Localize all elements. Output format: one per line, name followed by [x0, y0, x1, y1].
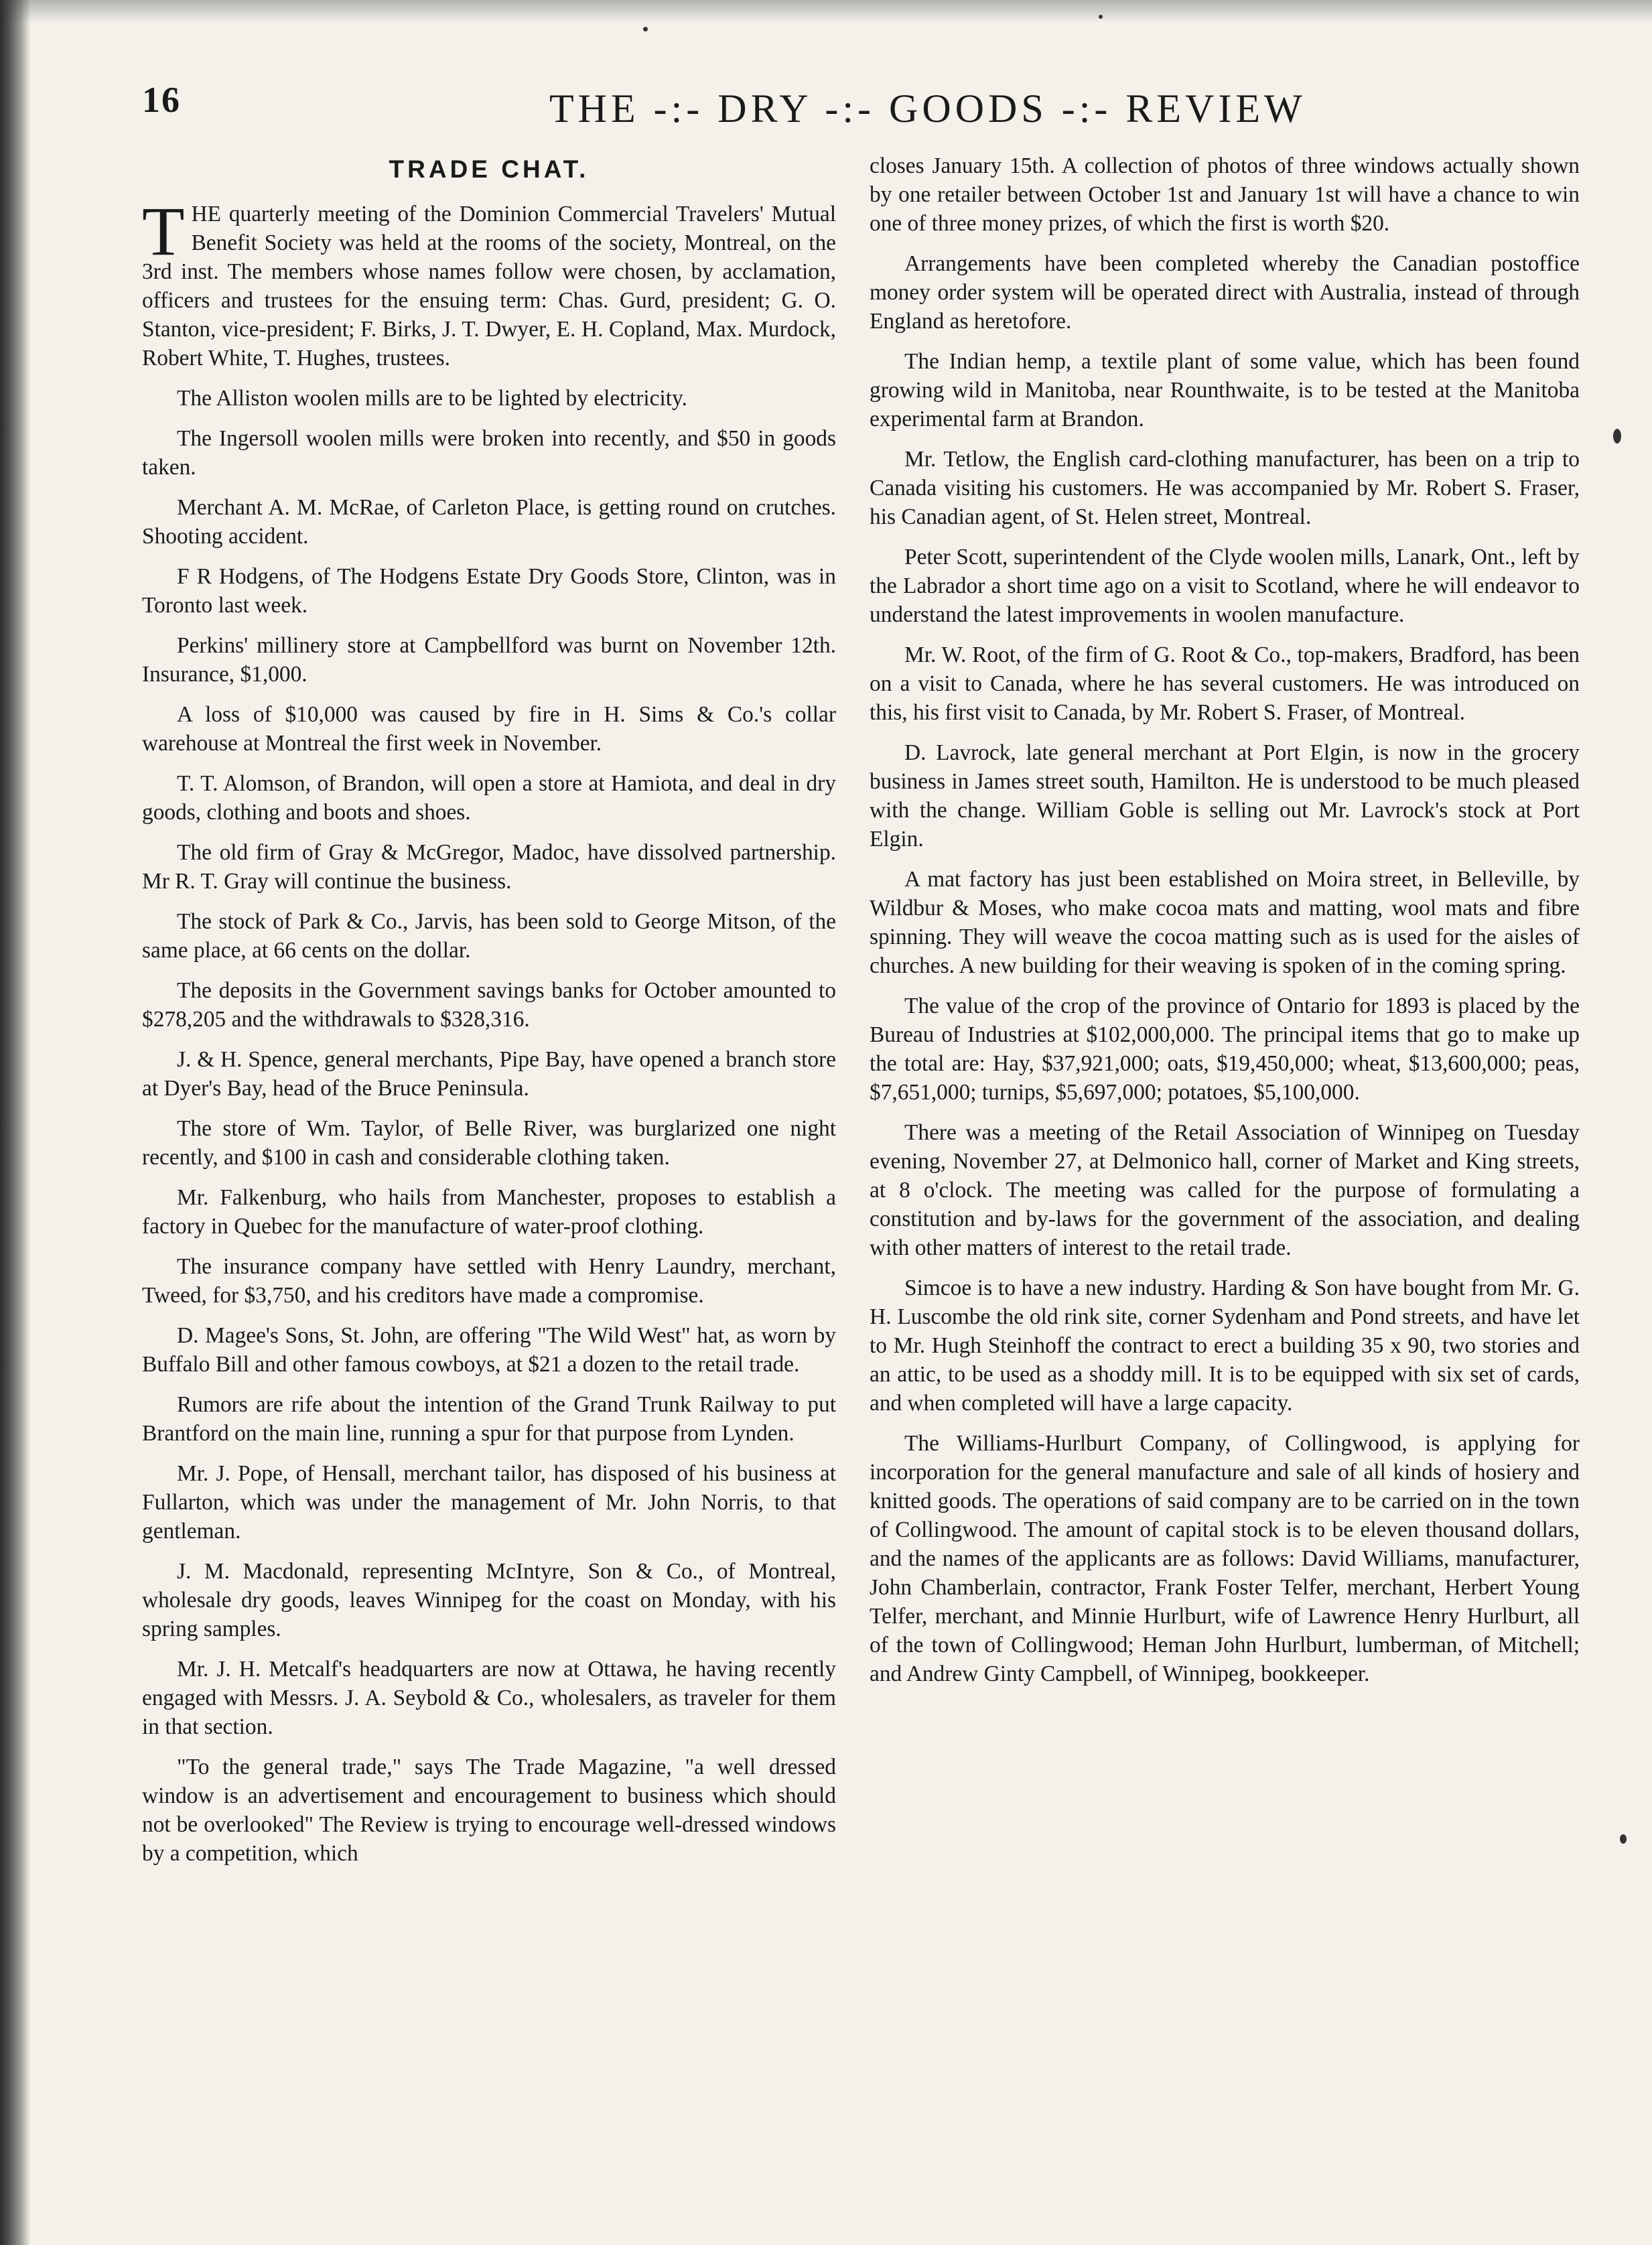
scan-speck	[643, 27, 648, 31]
article-paragraph: J. M. Macdonald, representing McIntyre, Son & Co., of Montreal, wholesale dry goods, leaves Winnipeg for the coast on Monday, with his spring samples.	[142, 1559, 836, 1641]
article-paragraph: A loss of $10,000 was caused by fire in H. Sims & Co.'s collar warehouse at Montreal the first week in November.	[142, 702, 836, 756]
article-paragraph: D. Magee's Sons, St. John, are offering "The Wild West" hat, as worn by Buffalo Bill and other famous cowboys, at $21 a dozen to the retail trade.	[142, 1323, 836, 1377]
article-paragraph: Simcoe is to have a new industry. Harding & Son have bought from Mr. G. H. Luscombe the old rink site, corner Sydenham and Pond streets, and have let to Mr. Hugh Steinhoff the contract to erect a building 35 x 90, two stories and an attic, to be used as a shoddy mill. It is to be equipped with six set of cards, and when completed will have a large capacity.	[870, 1276, 1580, 1416]
article-title: TRADE CHAT.	[389, 155, 590, 183]
scan-speck	[1613, 429, 1621, 444]
article-paragraph: The deposits in the Government savings banks for October amounted to $278,205 and the withdrawals to $328,316.	[142, 978, 836, 1032]
paragraph-text: HE quarterly meeting of the Dominion Commercial Travelers' Mutual Benefit Society was held at the rooms of the society, Montreal, on the 3rd inst. The members whose names follow were chosen, by acclamation, officers and trustees for the ensuing term: Chas. Gurd, president; G. O. Stanton, vice-president; F. Birks, J. T. Dwyer, E. H. Copland, Max. Murdock, Robert White, T. Hughes, trustees.	[142, 202, 836, 370]
article-paragraph: F R Hodgens, of The Hodgens Estate Dry Goods Store, Clinton, was in Toronto last week.	[142, 564, 836, 618]
article-paragraph-continued: closes January 15th. A collection of photos of three windows actually shown by one retailer between October 1st and January 1st will have a chance to win one of three money prizes, of which the first is worth $20.	[870, 153, 1580, 236]
scan-top-shadow	[0, 0, 1652, 23]
article-paragraph: Perkins' millinery store at Campbellford was burnt on November 12th. Insurance, $1,000.	[142, 633, 836, 687]
article-paragraph: The value of the crop of the province of Ontario for 1893 is placed by the Bureau of Industries at $102,000,000. The principal items that go to make up the total are: Hay, $37,921,000; oats, $19,450,000; wheat, $13,600,000; peas, $7,651,000; turnips, $5,697,000; potatoes, $5,100,000.	[870, 994, 1580, 1105]
scan-edge-shadow	[0, 0, 31, 2245]
article-paragraph: The Williams-Hurlburt Company, of Collingwood, is applying for incorporation for the general manufacture and sale of all kinds of hosiery and knitted goods. The operations of said company are to be carried on in the town of Collingwood. The amount of capital stock is to be eleven thousand dollars, and the names of the applicants are as follows: David Williams, manufacturer, John Chamberlain, contractor, Frank Foster Telfer, merchant, Herbert Young Telfer, merchant, and Minnie Hurlburt, wife of Lawrence Henry Hurlburt, all of the town of Collingwood; Heman John Hurlburt, lumberman, of Mitchell; and Andrew Ginty Campbell, of Winnipeg, bookkeeper.	[870, 1431, 1580, 1686]
article-paragraph: Mr. J. Pope, of Hensall, merchant tailor, has disposed of his business at Fullarton, which was under the management of Mr. John Norris, to that gentleman.	[142, 1461, 836, 1544]
article-paragraph: Peter Scott, superintendent of the Clyde woolen mills, Lanark, Ont., left by the Labrador a short time ago on a visit to Scotland, where he will endeavor to understand the latest improvements in woolen manufacture.	[870, 545, 1580, 627]
article-paragraph: Rumors are rife about the intention of the Grand Trunk Railway to put Brantford on the main line, running a spur for that purpose from Lynden.	[142, 1392, 836, 1446]
left-column	[142, 151, 836, 1879]
article-paragraph: T. T. Alomson, of Brandon, will open a store at Hamiota, and deal in dry goods, clothing and boots and shoes.	[142, 771, 836, 825]
page-number: 16	[142, 80, 181, 120]
article-paragraph: The Alliston woolen mills are to be lighted by electricity.	[177, 386, 687, 411]
scan-speck	[1099, 15, 1103, 19]
article-paragraph: The old firm of Gray & McGregor, Madoc, have dissolved partnership. Mr R. T. Gray will continue the business.	[142, 840, 836, 894]
article-paragraph: The stock of Park & Co., Jarvis, has been sold to George Mitson, of the same place, at 66 cents on the dollar.	[142, 909, 836, 963]
article-paragraph: The Ingersoll woolen mills were broken into recently, and $50 in goods taken.	[142, 426, 836, 480]
article-paragraph: The store of Wm. Taylor, of Belle River, was burglarized one night recently, and $100 in cash and considerable clothing taken.	[142, 1116, 836, 1170]
article-paragraph: D. Lavrock, late general merchant at Port Elgin, is now in the grocery business in James street south, Hamilton. He is understood to be much pleased with the change. William Goble is selling out Mr. Lavrock's stock at Port Elgin.	[870, 740, 1580, 852]
article-paragraph: J. & H. Spence, general merchants, Pipe Bay, have opened a branch store at Dyer's Bay, head of the Bruce Peninsula.	[142, 1047, 836, 1101]
article-paragraph: Arrangements have been completed whereby the Canadian postoffice money order system will be operated direct with Australia, instead of through England as heretofore.	[870, 251, 1580, 334]
running-head: THE -:- DRY -:- GOODS -:- REVIEW	[549, 86, 1306, 131]
article-paragraph: Merchant A. M. McRae, of Carleton Place, is getting round on crutches. Shooting accident.	[142, 495, 836, 549]
article-paragraph: Mr. W. Root, of the firm of G. Root & Co., top-makers, Bradford, has been on a visit to Canada, where he has several customers. He was introduced on this, his first visit to Canada, by Mr. Robert S. Fraser, of Montreal.	[870, 642, 1580, 725]
article-paragraph: The insurance company have settled with Henry Laundry, merchant, Tweed, for $3,750, and his creditors have made a compromise.	[142, 1254, 836, 1308]
article-paragraph: Mr. J. H. Metcalf's headquarters are now at Ottawa, he having recently engaged with Messrs. J. A. Seybold & Co., wholesalers, as traveler for them in that section.	[142, 1657, 836, 1739]
scan-speck	[1620, 1834, 1627, 1844]
article-paragraph: The Indian hemp, a textile plant of some value, which has been found growing wild in Manitoba, near Rounthwaite, is to be tested at the Manitoba experimental farm at Brandon.	[870, 349, 1580, 431]
article-paragraph: "To the general trade," says The Trade Magazine, "a well dressed window is an advertisement and encouragement to business which should not be overlooked" The Review is trying to encourage well-dressed windows by a competition, which	[142, 1755, 836, 1866]
article-paragraph: A mat factory has just been established on Moira street, in Belleville, by Wildbur & Moses, who make cocoa mats and matting, wool mats and fibre spinning. They will weave the cocoa matting such as is used for the aisles of churches. A new building for their weaving is spoken of in the coming spring.	[870, 867, 1580, 978]
article-paragraph	[142, 193, 836, 372]
article-paragraph: Mr. Falkenburg, who hails from Manchester, proposes to establish a factory in Quebec for the manufacture of water-proof clothing.	[142, 1185, 836, 1239]
article-paragraph: There was a meeting of the Retail Association of Winnipeg on Tuesday evening, November 27, at Delmonico hall, corner of Market and King streets, at 8 o'clock. The meeting was called for the purpose of formulating a constitution and by-laws for the government of the association, and dealing with other matters of interest to the retail trade.	[870, 1120, 1580, 1260]
drop-cap: T	[142, 193, 185, 270]
article-paragraph: Mr. Tetlow, the English card-clothing manufacturer, has been on a trip to Canada visiting his customers. He was accompanied by Mr. Robert S. Fraser, his Canadian agent, of St. Helen street, Montreal.	[870, 447, 1580, 529]
right-column	[870, 151, 1580, 1700]
